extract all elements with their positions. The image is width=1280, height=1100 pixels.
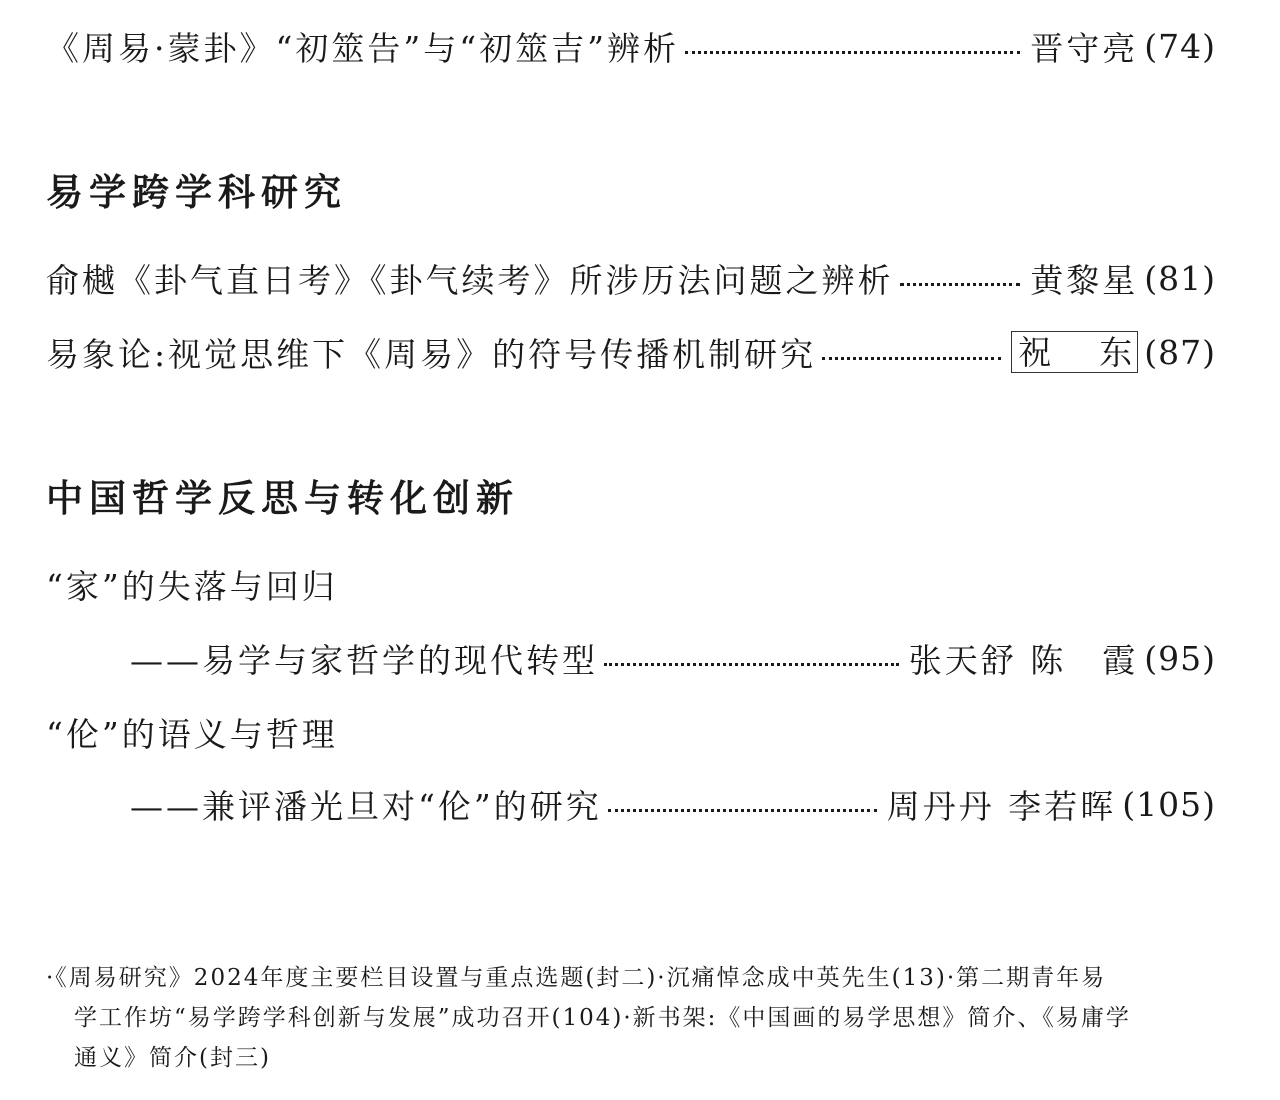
entry-author: 周丹丹 李若晖 [886, 786, 1117, 826]
entry-title: 易象论:视觉思维下《周易》的符号传播机制研究 [46, 334, 817, 374]
author-char: 东 [1099, 333, 1136, 372]
toc-entry [46, 24, 1216, 68]
entry-title: “伦”的语义与哲理 [46, 714, 338, 754]
entry-author: 黄黎星 [1030, 260, 1139, 300]
entry-title: 俞樾《卦气直日考》《卦气续考》所涉历法问题之辨析 [46, 260, 894, 300]
leader-dots [608, 809, 877, 812]
entry-page: (87) [1144, 332, 1216, 372]
entry-page: (95) [1144, 638, 1216, 678]
toc-entry [130, 782, 1216, 826]
entry-author: 晋守亮 [1030, 28, 1139, 68]
entry-title: 《周易·蒙卦》“初筮告”与“初筮吉”辨析 [46, 28, 679, 68]
entry-page: (74) [1144, 26, 1216, 66]
toc-entry [46, 256, 1216, 300]
leader-dots [822, 357, 1001, 360]
entry-title: “家”的失落与回归 [46, 566, 338, 606]
section-heading: 中国哲学反思与转化创新 [46, 477, 519, 520]
footnote [46, 958, 1216, 1078]
leader-dots [685, 51, 1020, 54]
section-heading: 易学跨学科研究 [46, 171, 347, 214]
entry-page: (81) [1144, 258, 1216, 298]
toc-entry [46, 330, 1216, 374]
footnote-line: ·《周易研究》2024年度主要栏目设置与重点选题(封二)·沉痛悼念成中英先生(13)·第二期青年易 [46, 965, 1107, 991]
entry-page: (105) [1122, 784, 1216, 824]
footnote-line: 通义》简介(封三) [74, 1045, 271, 1071]
leader-dots [900, 283, 1021, 286]
entry-author: 张天舒 陈 霞 [908, 640, 1139, 680]
footnote-line: 学工作坊“易学跨学科创新与发展”成功召开(104)·新书架:《中国画的易学思想》简介、《易庸学 [74, 1005, 1131, 1031]
author-char: 祝 [1018, 333, 1055, 372]
entry-author-boxed [1011, 331, 1138, 373]
entry-subtitle: ——兼评潘光旦对“伦”的研究 [130, 786, 602, 826]
toc-entry [130, 636, 1216, 680]
leader-dots [604, 663, 899, 666]
entry-subtitle: ——易学与家哲学的现代转型 [130, 640, 598, 680]
